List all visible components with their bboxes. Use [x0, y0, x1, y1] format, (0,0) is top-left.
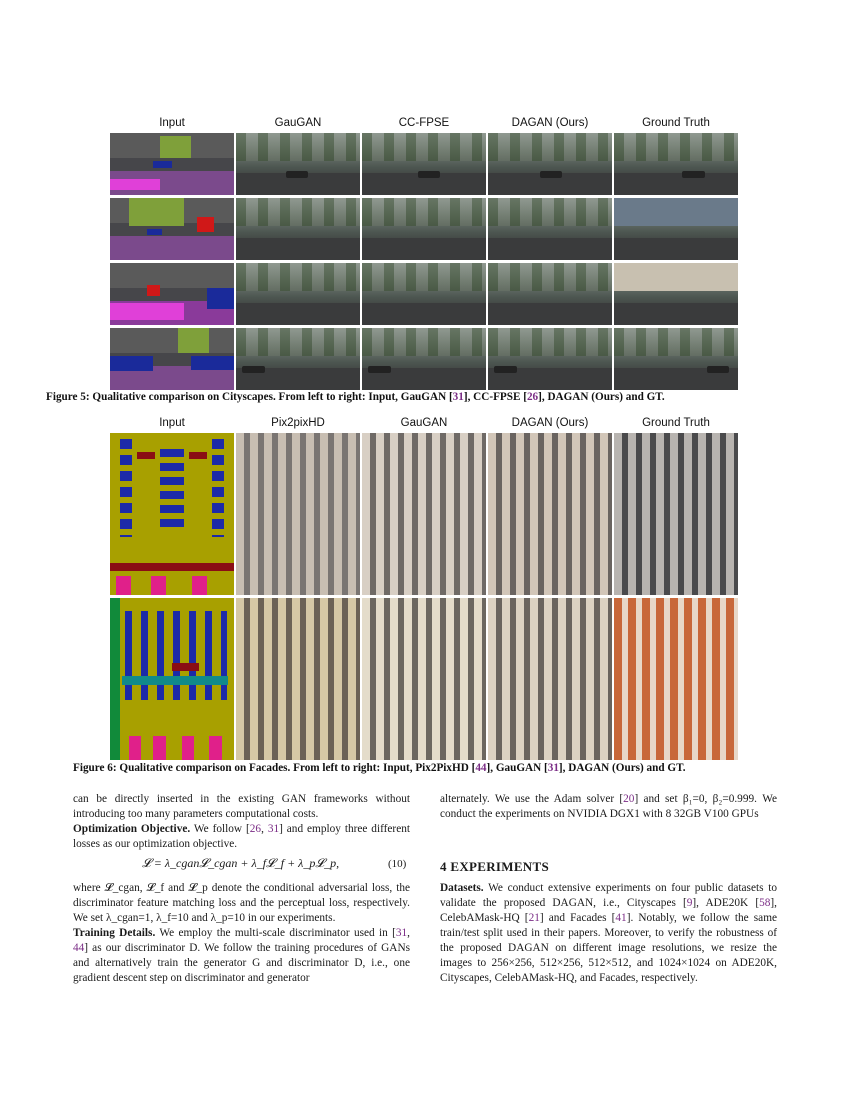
- fig5-gt-image: [614, 198, 738, 260]
- fig5-gt-image: [614, 328, 738, 390]
- citation-link[interactable]: 21: [528, 912, 540, 924]
- figure6-caption: Figure 6: Qualitative comparison on Facades. From left to right: Input, Pix2PixHD [44], GauGAN [31], DAGAN (Ours) and GT.: [73, 762, 686, 774]
- fig6-input-image: [110, 433, 234, 595]
- fig5-gaugan-image: [236, 198, 360, 260]
- fig5-ccfpse-image: [362, 133, 486, 195]
- citation-link[interactable]: 26: [526, 391, 539, 403]
- right-column-continued: [440, 881, 777, 986]
- fig5-dagan-image: [488, 198, 612, 260]
- fig5-gt-image: [614, 263, 738, 325]
- citation-link[interactable]: 44: [475, 762, 487, 774]
- fig5-input-image: [110, 198, 234, 260]
- fig5-col-dagan: DAGAN (Ours): [511, 117, 589, 129]
- fig5-gaugan-image: [236, 328, 360, 390]
- fig5-input-image: [110, 263, 234, 325]
- paragraph: can be directly inserted in the existing GAN frameworks without introducing too many parameters computational costs.: [73, 793, 410, 820]
- citation-link[interactable]: 31: [547, 762, 559, 774]
- fig6-gt-image: [614, 598, 738, 760]
- figure5-caption: Figure 5: Qualitative comparison on Cityscapes. From left to right: Input, GauGAN [31], CC-FPSE [26], DAGAN (Ours) and GT.: [46, 391, 665, 403]
- citation-link[interactable]: 31: [452, 391, 464, 403]
- citation-link[interactable]: 20: [623, 793, 635, 805]
- section-heading: 4 EXPERIMENTS: [440, 859, 549, 874]
- citation-link[interactable]: 31: [395, 927, 408, 939]
- fig5-ccfpse-image: [362, 198, 486, 260]
- fig5-col-gaugan: GauGAN: [274, 117, 322, 129]
- citation-link[interactable]: 26: [249, 823, 262, 835]
- paragraph: alternately. We use the Adam solver [20] and set β₁=0, β₂=0.999. We conduct the experiments on NVIDIA DGX1 with 8 32GB V100 GPUs: [440, 793, 777, 820]
- fig5-dagan-image: [488, 328, 612, 390]
- fig5-input-image: [110, 328, 234, 390]
- fig6-gt-image: [614, 433, 738, 595]
- equation-number: (10): [388, 858, 407, 870]
- fig6-col-gt: Ground Truth: [642, 417, 710, 429]
- citation-link[interactable]: 44: [73, 942, 85, 954]
- fig6-col-dagan: DAGAN (Ours): [511, 417, 589, 429]
- fig5-ccfpse-image: [362, 328, 486, 390]
- fig5-col-gt: Ground Truth: [642, 117, 710, 129]
- citation-link[interactable]: 9: [686, 897, 693, 909]
- left-column-continued: [73, 881, 410, 986]
- fig5-gaugan-image: [236, 133, 360, 195]
- fig5-gt-image: [614, 133, 738, 195]
- fig5-input-image: [110, 133, 234, 195]
- fig6-pix2pixhd-image: [236, 598, 360, 760]
- paragraph: Datasets. We conduct extensive experiments on four public datasets to validate the proposed DAGAN, i.e., Cityscapes [9], ADE20K [58], CelebAMask-HQ [21] and Facades [41]. Notably, we follow the same train/test split used in their papers. Moreover, to verify the robustness of the proposed DAGAN on different image resolutions, we resize the images to 256×256, 512×256, 512×512, and 1024×1024 on ADE20K, Cityscapes, CelebAMask-HQ, and Facades, respectively.: [440, 882, 777, 984]
- left-column: [73, 792, 410, 852]
- citation-link[interactable]: 58: [759, 897, 771, 909]
- fig5-col-ccfpse: CC-FPSE: [398, 117, 450, 129]
- fig5-ccfpse-image: [362, 263, 486, 325]
- fig5-dagan-image: [488, 263, 612, 325]
- equation: 𝓛 = λ_cgan𝓛_cgan + λ_f𝓛_f + λ_p𝓛_p,: [142, 856, 340, 870]
- right-column: [440, 792, 777, 822]
- fig6-gaugan-image: [362, 598, 486, 760]
- fig6-col-input: Input: [159, 417, 185, 429]
- citation-link[interactable]: 41: [615, 912, 627, 924]
- paragraph: where 𝓛_cgan, 𝓛_f and 𝓛_p denote the conditional adversarial loss, the discriminator feature matching loss and the perceptual loss, respectively. We set λ_cgan=1, λ_f=10 and λ_p=10 in our experiments.: [73, 882, 410, 924]
- fig5-gaugan-image: [236, 263, 360, 325]
- citation-link[interactable]: 31: [267, 823, 280, 835]
- fig5-col-input: Input: [159, 117, 185, 129]
- fig6-pix2pixhd-image: [236, 433, 360, 595]
- fig6-gaugan-image: [362, 433, 486, 595]
- fig6-col-pix2pixhd: Pix2pixHD: [271, 417, 325, 429]
- fig6-input-image: [110, 598, 234, 760]
- fig6-dagan-image: [488, 598, 612, 760]
- paragraph: Optimization Objective. We follow [26, 31] and employ three different losses as our optimization objective.: [73, 823, 410, 850]
- paragraph: Training Details. We employ the multi-scale discriminator used in [31, 44] as our discriminator D. We follow the training procedures of GANs and alternatively train the generator G and discriminator D, i.e., one gradient descent step on discriminator and generator: [73, 927, 410, 984]
- fig5-dagan-image: [488, 133, 612, 195]
- fig6-col-gaugan: GauGAN: [400, 417, 448, 429]
- fig6-dagan-image: [488, 433, 612, 595]
